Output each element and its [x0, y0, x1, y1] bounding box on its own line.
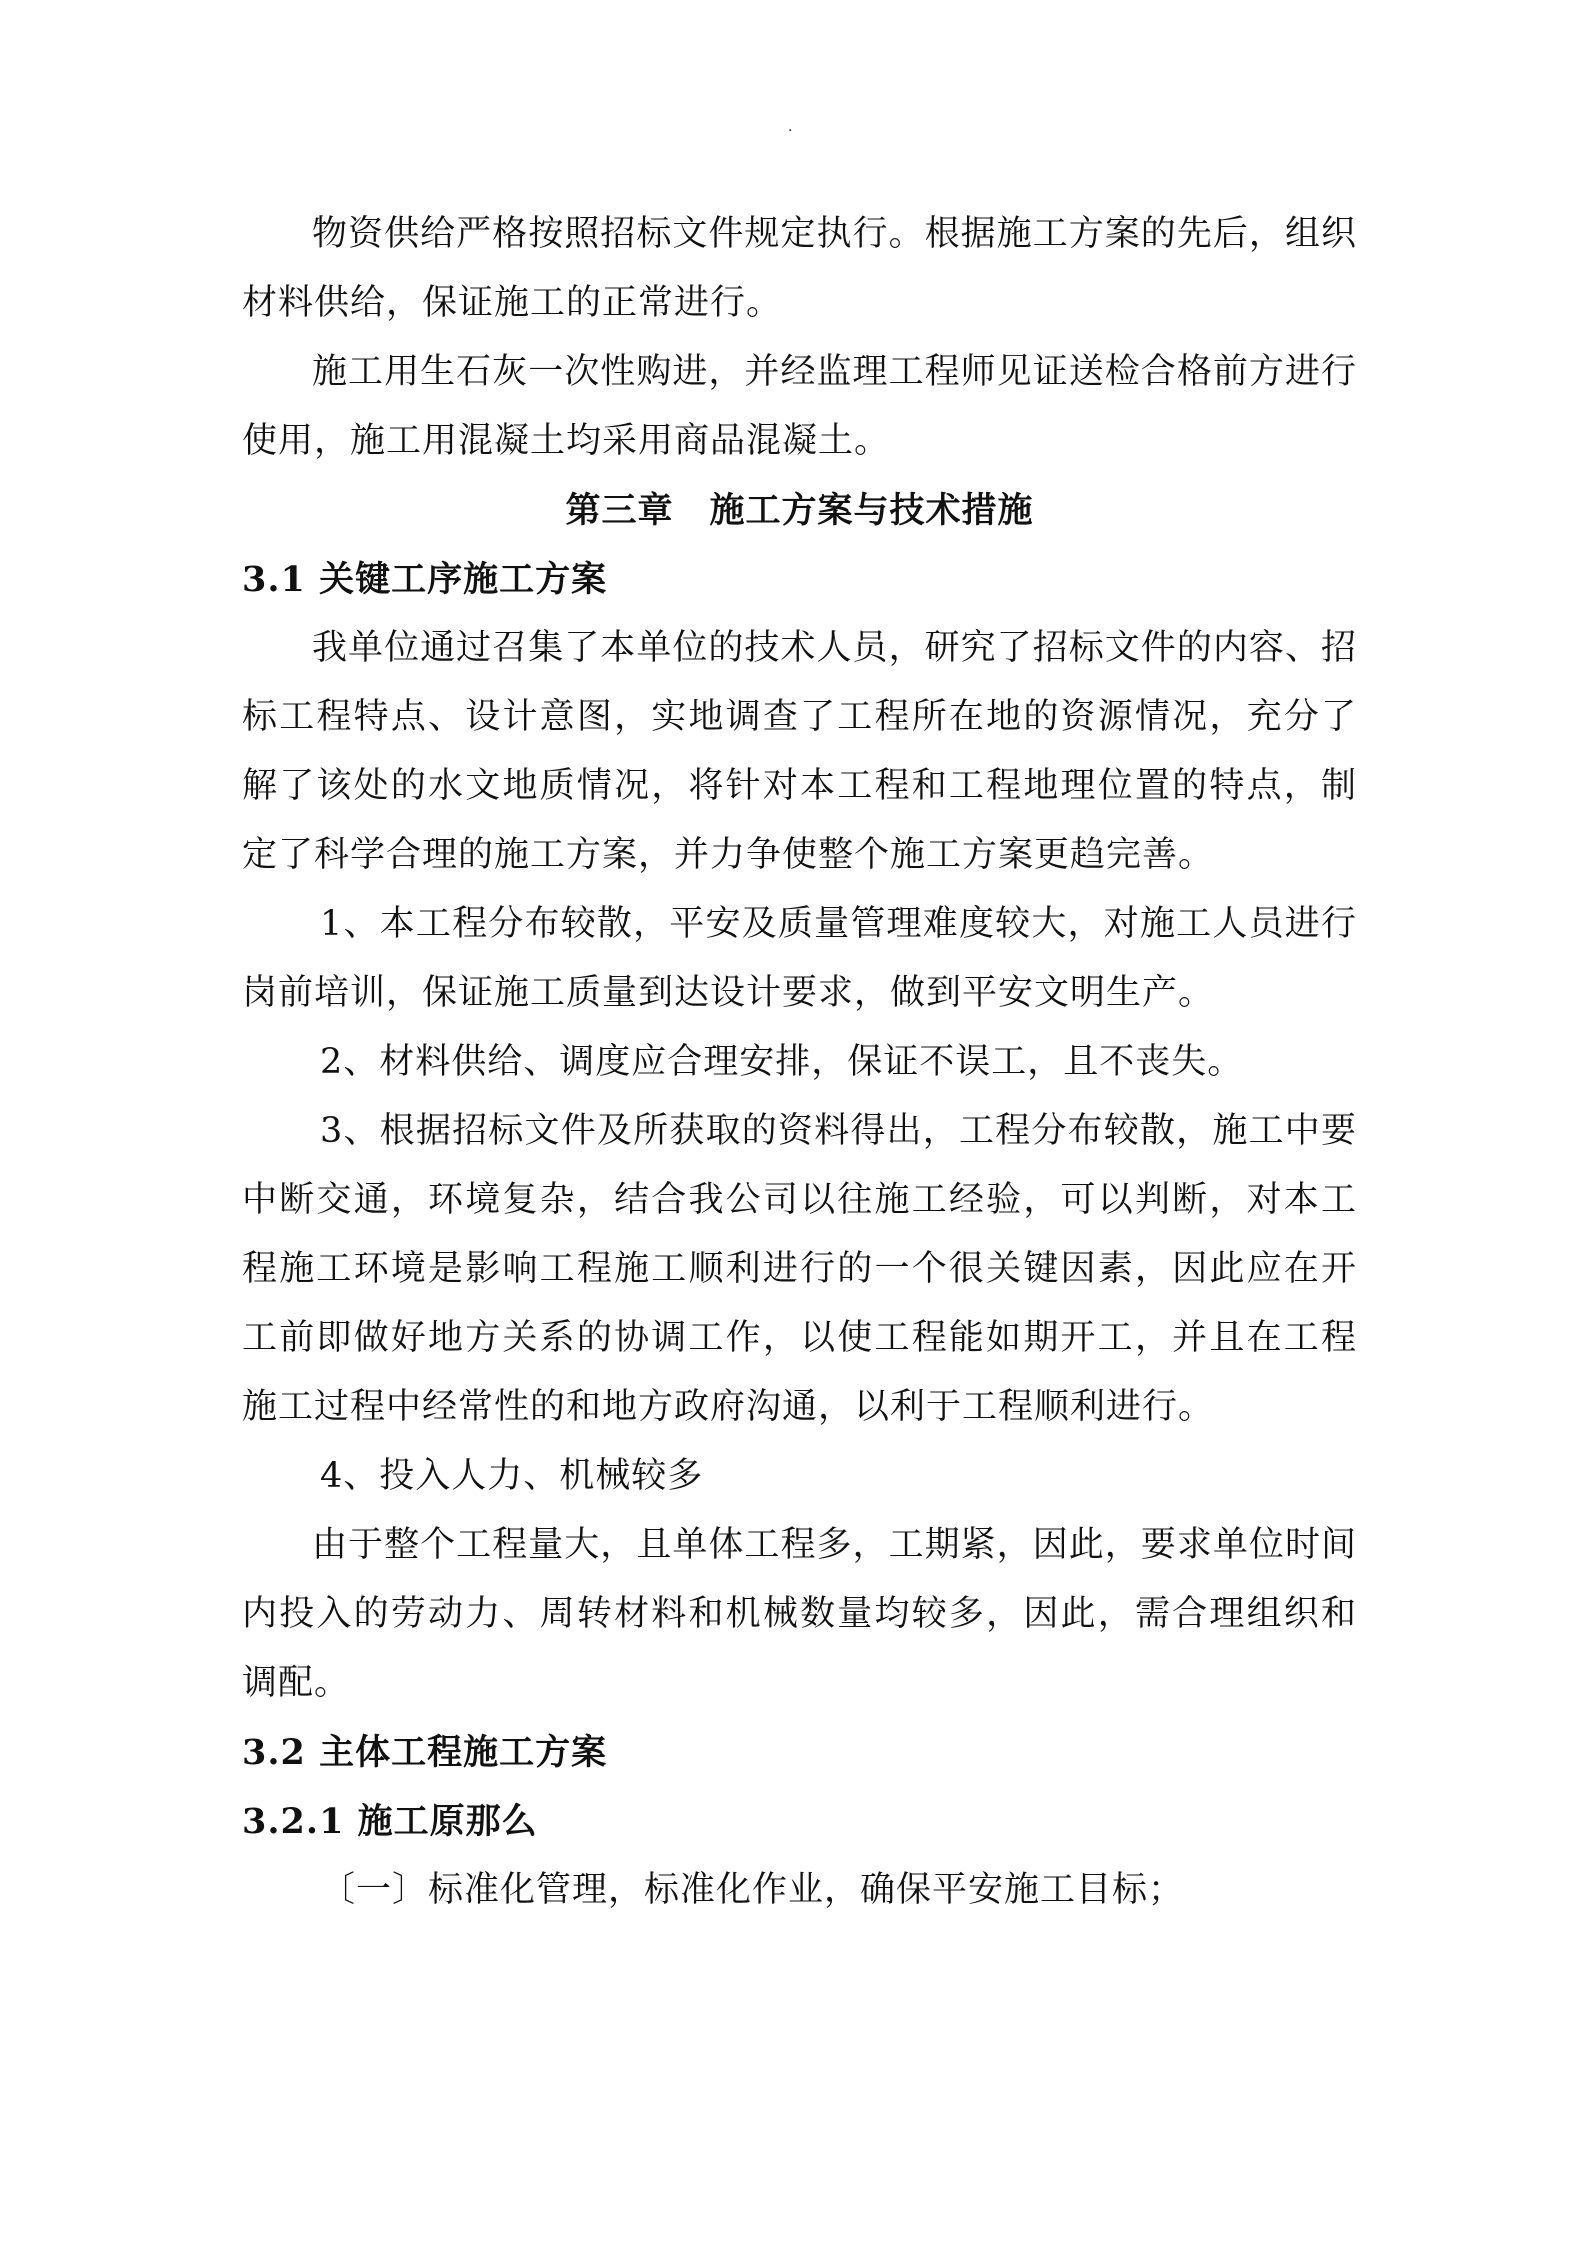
list-item: 1、本工程分布较散，平安及质量管理难度较大，对施工人员进行岗前培训，保证施工质量到达设计要求，做到平安文明生产。: [242, 904, 1357, 1013]
list-item: 2、材料供给、调度应合理安排，保证不误工，且不丧失。: [320, 1042, 1244, 1082]
document-body: [242, 200, 1357, 1925]
section-heading-3-1: 3.1 关键工序施工方案: [242, 559, 608, 600]
header-mark: .: [788, 119, 793, 135]
section-3-1-closing: 由于整个工程量大，且单体工程多，工期紧，因此，要求单位时间内投入的劳动力、周转材料和机械数量均较多，因此，需合理组织和调配。: [242, 1525, 1357, 1703]
paragraph-lime-concrete: 施工用生石灰一次性购进，并经监理工程师见证送检合格前方进行使用，施工用混凝土均采用商品混凝土。: [242, 352, 1357, 461]
list-item: 4、投入人力、机械较多: [320, 1456, 704, 1496]
paragraph-material-supply: 物资供给严格按照招标文件规定执行。根据施工方案的先后，组织材料供给，保证施工的正常进行。: [242, 214, 1357, 323]
section-3-1-intro: 我单位通过召集了本单位的技术人员，研究了招标文件的内容、招标工程特点、设计意图，实地调查了工程所在地的资源情况，充分了解了该处的水文地质情况，将针对本工程和工程地理位置的特点，制定了科学合理的施工方案，并力争使整个施工方案更趋完善。: [242, 628, 1357, 875]
subsection-heading-3-2-1: 3.2.1 施工原那么: [242, 1801, 538, 1842]
section-heading-3-2: 3.2 主体工程施工方案: [242, 1732, 608, 1773]
chapter-title: 第三章 施工方案与技术措施: [565, 490, 1034, 531]
list-item: 3、根据招标文件及所获取的资料得出，工程分布较散，施工中要中断交通，环境复杂，结合我公司以往施工经验，可以判断，对本工程施工环境是影响工程施工顺利进行的一个很关键因素，因此应在开工前即做好地方关系的协调工作，以使工程能如期开工，并且在工程施工过程中经常性的和地方政府沟通，以利于工程顺利进行。: [242, 1111, 1357, 1427]
list-item: 〔一〕标准化管理，标准化作业，确保平安施工目标；: [320, 1870, 1185, 1910]
